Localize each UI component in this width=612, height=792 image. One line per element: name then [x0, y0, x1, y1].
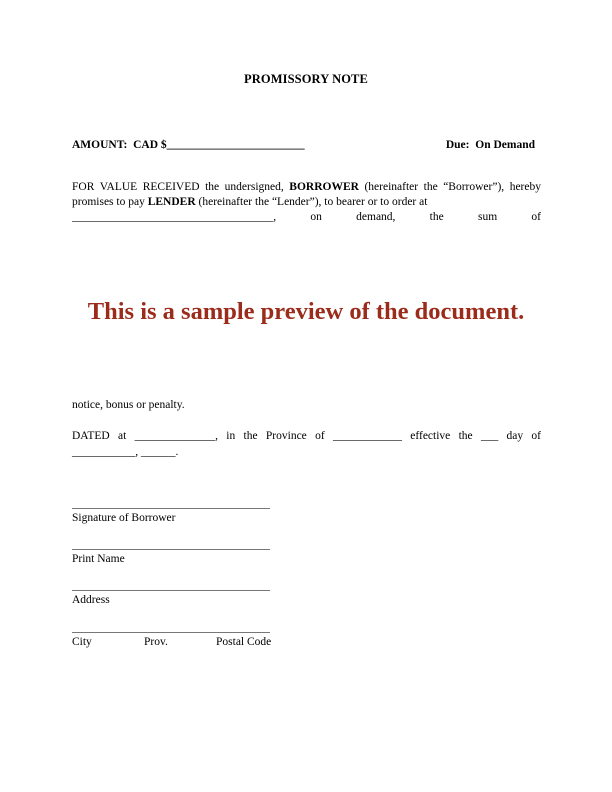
amount-field: AMOUNT: CAD $________________________	[72, 139, 305, 151]
dated-paragraph: DATED at ______________, in the Province of ____________ effective the ___ day of ___________, ______.	[72, 430, 541, 458]
paragraph-text-2: (hereinafter the “Borrower”), hereby promises to pay	[72, 181, 541, 209]
city-label: City	[72, 636, 92, 648]
postal-code-label: Postal Code	[216, 636, 272, 648]
signature-line	[72, 508, 270, 509]
borrower-term: BORROWER	[289, 181, 359, 193]
due-label: Due: On Demand	[445, 139, 535, 151]
paragraph-text-1: FOR VALUE RECEIVED the undersigned,	[72, 181, 290, 193]
lender-term: LENDER	[147, 196, 196, 209]
prov-label: Prov.	[144, 636, 168, 648]
paragraph-text-4: ___________________________________, on demand, the sum of	[72, 211, 541, 224]
notice-fragment-text: notice, bonus or penalty.	[72, 400, 185, 411]
city-line	[72, 632, 270, 633]
paragraph-text-3: (hereinafter the “Lender”), to bearer or to order at	[195, 196, 428, 209]
print-name-label: Print Name	[72, 553, 125, 565]
address-label: Address	[72, 594, 110, 606]
document-title: PROMISSORY NOTE	[244, 72, 368, 86]
address-line	[72, 590, 270, 591]
notice-fragment	[72, 400, 185, 412]
value-received-paragraph	[72, 180, 541, 228]
print-name-line	[72, 549, 270, 550]
sample-preview-banner: This is a sample preview of the document.	[87, 298, 525, 325]
signature-of-borrower-label: Signature of Borrower	[72, 512, 176, 524]
